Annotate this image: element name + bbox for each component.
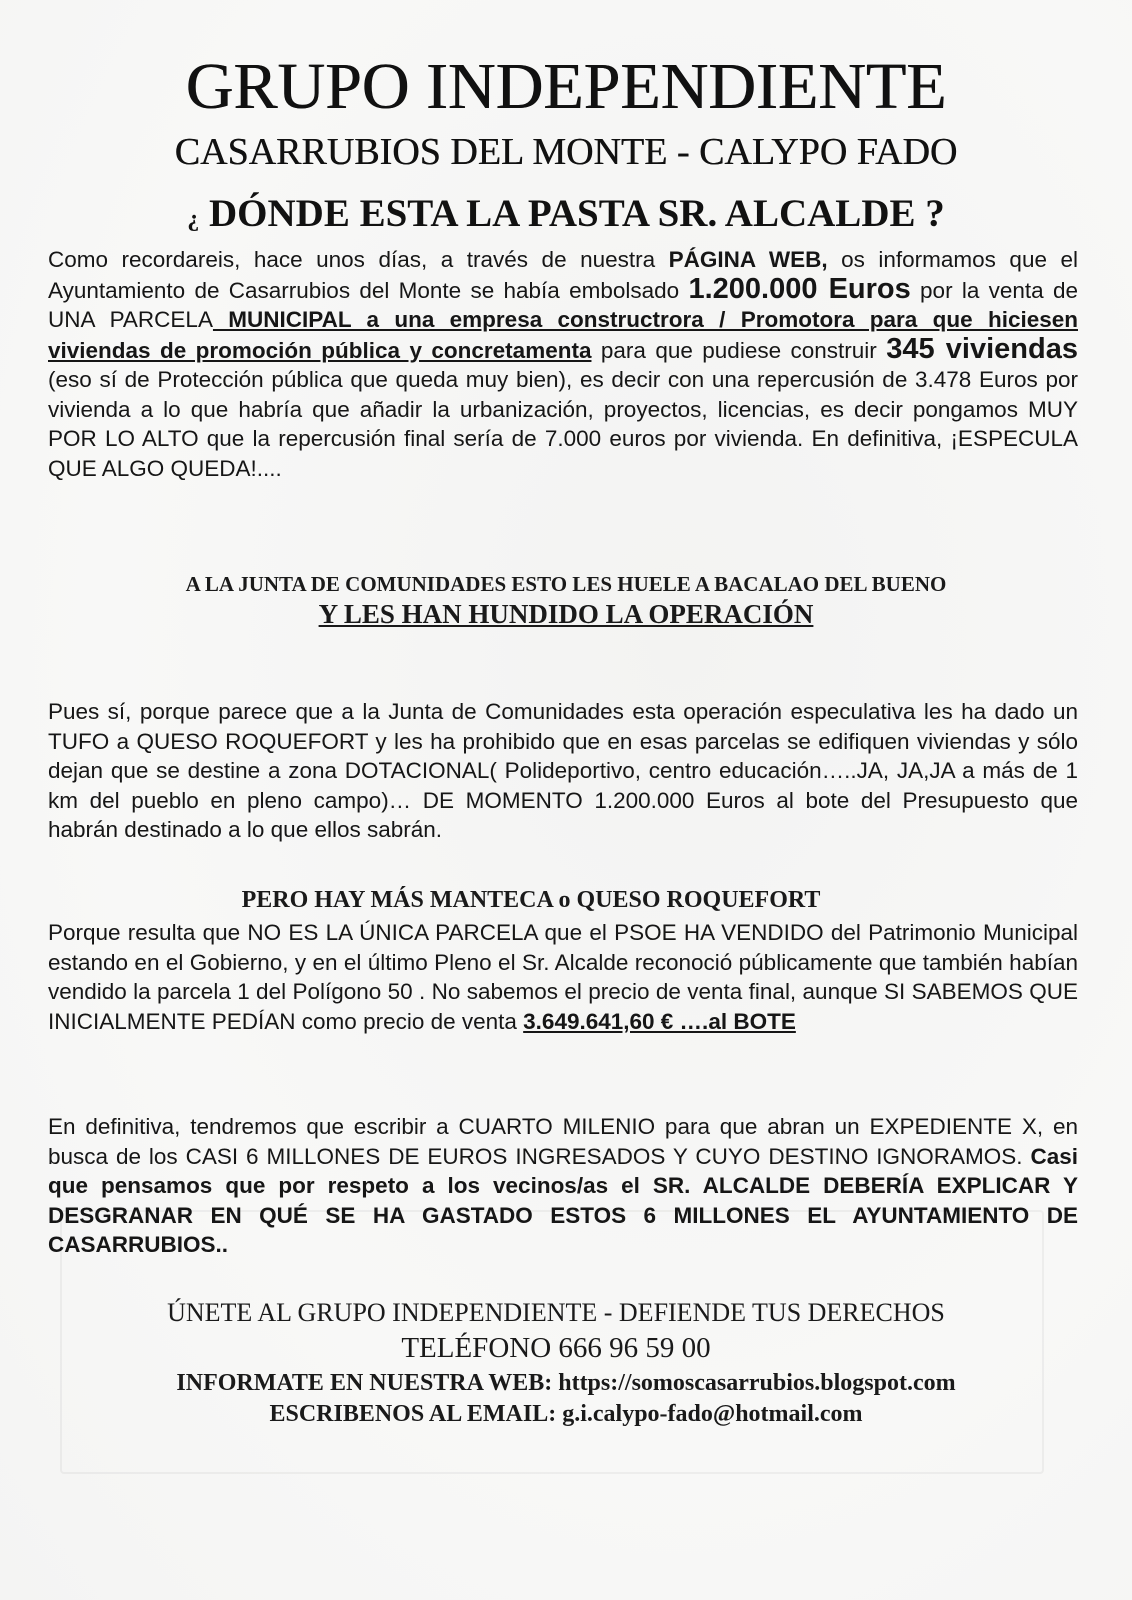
- paragraph-junta: Pues sí, porque parece que a la Junta de Comunidades esta operación especulativa les ha dado un TUFO a QUESO ROQUEFORT y les ha prohibido que en esas parcelas se edifiquen viviendas y sólo dejan que se destine a zona DOTACIONAL( Polideportivo, centro educación…..JA, JA,JA a más de 1 km del pueblo en pleno campo)… DE MOMENTO 1.200.000 Euros al bote del Presupuesto que habrán destinado a lo que ellos sabrán.: [48, 699, 1078, 842]
- headline-text: DÓNDE ESTA LA PASTA SR. ALCALDE ?: [199, 192, 945, 235]
- paragraph-parcela: [48, 918, 1078, 1036]
- text-run: por la venta de UNA PARCELA: [48, 277, 1078, 332]
- text-run: (eso sí de Protección pública que queda muy bien), es decir con una repercusión de 3.478 Euros por vivienda a lo que habría que añadir la urbanización, proyectos, licencias, es decir pongamos MUY POR LO ALTO que la repercusión final sería de 7.000 euros por vivienda. En definitiva, ¡ESPECULA QUE ALGO QUEDA!....: [48, 367, 1078, 481]
- footer-phone: TELÉFONO 666 96 59 00: [401, 1332, 711, 1364]
- text-run: os informamos que el Ayuntamiento de Casarrubios del Monte se había embolsado: [48, 247, 1078, 303]
- price-text: 3.649.641,60 € ….al BOTE: [523, 1008, 796, 1034]
- text-run: En definitiva, tendremos que escribir a CUARTO MILENIO para que abran un EXPEDIENTE X, en busca de los CASI 6 MILLONES DE EUROS INGRESADOS Y CUYO DESTINO IGNORAMOS.: [48, 1114, 1078, 1169]
- viviendas-count: 345 viviendas: [886, 332, 1078, 365]
- footer-web: INFORMATE EN NUESTRA WEB: https://somoscasarrubios.blogspot.com: [176, 1370, 956, 1396]
- bold-conclusion-text: Casi que pensamos que por respeto a los vecinos/as el SR. ALCALDE DEBERÍA EXPLICAR Y DESGRANAR EN QUÉ SE HA GASTADO ESTOS 6 MILLONES EL AYUNTAMIENTO DE CASARRUBIOS..: [48, 1143, 1078, 1257]
- text-run: Porque resulta que NO ES LA ÚNICA PARCELA que el PSOE HA VENDIDO del Patrimonio Municipal estando en el Gobierno, y en el último Pleno el Sr. Alcalde reconoció públicamente que también habían vendido la parcela 1 del Polígono 50 . No sabemos el precio de venta final, aunque SI SABEMOS QUE INICIALMENTE PEDÍAN como precio de venta: [48, 920, 1078, 1034]
- footer-join-text: ÚNETE AL GRUPO INDEPENDIENTE - DEFIENDE TUS DERECHOS: [167, 1298, 945, 1327]
- text-run: para que pudiese construir: [591, 337, 887, 363]
- underlined-text: MUNICIPAL a una empresa constructrora / Promotora para que hiciesen viviendas de promoción pública y concretamenta: [48, 307, 1078, 363]
- pagina-web-text: PÁGINA WEB,: [668, 247, 828, 272]
- section-heading-junta: A LA JUNTA DE COMUNIDADES ESTO LES HUELE A BACALAO DEL BUENO: [185, 572, 947, 596]
- page-subtitle: CASARRUBIOS DEL MONTE - CALYPO FADO: [174, 131, 958, 173]
- amount-text: 1.200.000 Euros: [688, 272, 911, 305]
- page-title: GRUPO INDEPENDIENTE: [185, 50, 947, 123]
- paragraph-intro: [48, 245, 1078, 483]
- headline-question-mark: ¿: [187, 206, 200, 232]
- section-subheading-operacion: Y LES HAN HUNDIDO LA OPERACIÓN: [318, 599, 814, 629]
- section-heading-manteca: PERO HAY MÁS MANTECA o QUESO ROQUEFORT: [241, 887, 821, 913]
- headline: [0, 190, 1132, 243]
- paragraph-conclusion: [48, 1112, 1078, 1260]
- footer-email: ESCRIBENOS AL EMAIL: g.i.calypo-fado@hotmail.com: [269, 1401, 863, 1427]
- text-run: Como recordareis, hace unos días, a través de nuestra: [48, 247, 669, 272]
